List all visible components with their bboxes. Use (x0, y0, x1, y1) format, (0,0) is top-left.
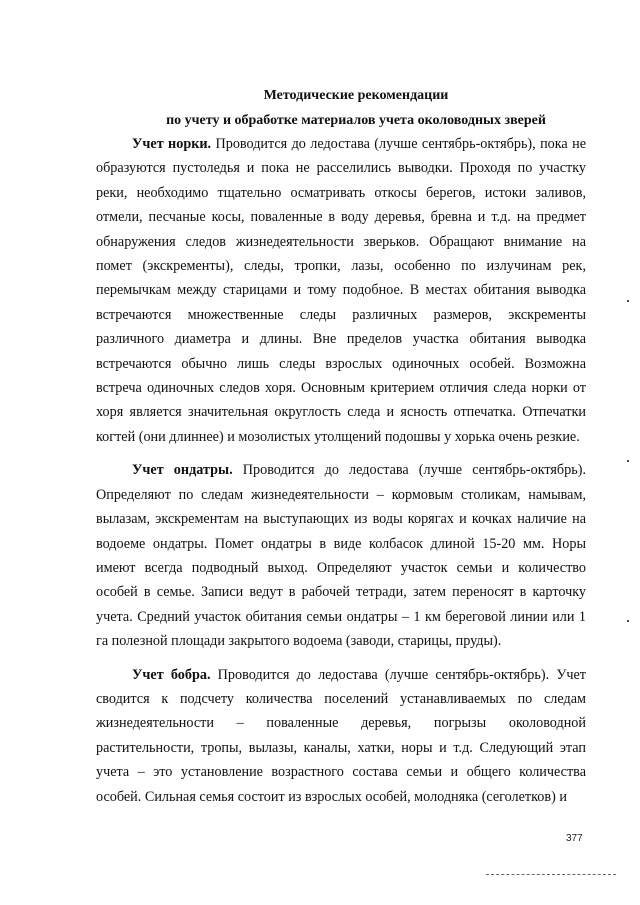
section-heading-beaver: Учет бобра. (132, 666, 211, 683)
scan-artifact-dot (627, 460, 629, 462)
section-heading-mink: Учет норки. (132, 136, 212, 152)
document-body (96, 132, 586, 809)
section-text-mink: Проводится до ледостава (лучше сентябрь-октябрь), пока не образуются пустоледья и пока не расселились выводки. Проходя по участку реки, необходимо тщательно осматривать откосы берегов, истоки заливов, отмели, песчаные косы, поваленные в воду деревья, бревна и т.д. на предмет обнаружения следов жизнедеятельности зверьков. Обращают внимание на помет (экскременты), следы, тропки, лазы, особенно по излучинам рек, перемычкам между старицами и тому подобное. В местах обитания выводка встречаются множественные следы различных размеров, экскременты различного диаметра и длины. Вне пределов участка обитания выводка встречаются обычно лишь следы взрослых одиночных особей. Возможна встреча одиночных следов хоря. Основным критерием отличия следа норки от хоря является значительная округлость следа и ясность отпечатка. Отпечатки когтей (они длиннее) и мозолистых утолщений подошвы у хорька очень резкие. (96, 136, 586, 445)
section-text-muskrat: Проводится до ледостава (лучше сентябрь-октябрь). Определяют по следам жизнедеятельности – кормовым столикам, намывам, вылазам, экскрементам на выступающих из воды корягах и кочках наличие на водоеме ондатры. Помет ондатры в виде колбасок длиной 15-20 мм. Норы имеют всегда подводный выход. Определяют участок семьи и количество особей в семье. Записи ведут в рабочей тетради, затем переносят в карточку учета. Средний участок обитания семьи ондатры – 1 км береговой линии или 1 га полезной площади закрытого водоема (заводи, старицы, пруды). (96, 462, 586, 650)
section-text-beaver: Проводится до ледостава (лучше сентябрь-октябрь). Учет сводится к подсчету количества поселений устанавливаемых по следам жизнедеятельности – поваленные деревья, погрызы околоводной растительности, тропы, вылазы, каналы, хатки, норы и т.д. Следующий этап учета – это установление возрастного состава семьи и общего количества особей. Сильная семья состоит из взрослых особей, молодняка (сеголетков) и (96, 666, 586, 805)
scan-artifact-dot (627, 620, 629, 622)
scan-artifact-line (486, 874, 616, 875)
page-number: 377 (566, 833, 583, 844)
scan-artifact-dot (627, 300, 629, 302)
section-heading-muskrat: Учет ондатры. (132, 462, 233, 479)
document-title-line-1: Методические рекомендации (263, 88, 449, 103)
paragraph-beaver (96, 663, 586, 809)
paragraph-mink (96, 132, 586, 449)
document-title-line-2: по учету и обработке материалов учета околоводных зверей (166, 113, 546, 128)
paragraph-muskrat (96, 458, 586, 653)
